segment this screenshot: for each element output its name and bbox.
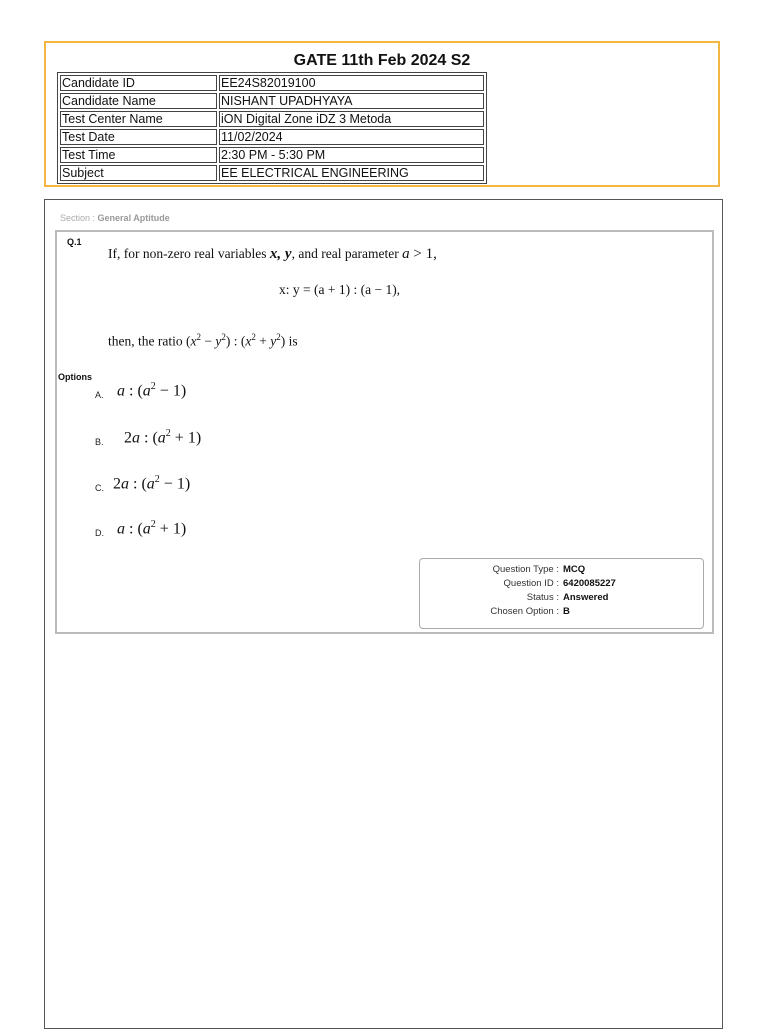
info-value: 11/02/2024 [219,129,484,145]
section-name: General Aptitude [97,213,170,223]
q-text-segment: > 1, [409,246,437,262]
options-label: Options [58,372,92,382]
option-sign: − [163,475,173,493]
info-label: Candidate ID [60,75,217,91]
info-label: Test Center Name [60,111,217,127]
table-row [60,129,484,145]
meta-value: Answered [563,592,609,603]
option-letter: C. [95,483,104,493]
option-coefficient: 2 [113,475,121,493]
section-prefix: Section : [60,213,96,223]
meta-key: Question Type : [492,564,559,575]
table-row [60,111,484,127]
q-text-segment: + [255,333,271,349]
info-label: Subject [60,165,217,181]
question-line-1 [108,246,437,263]
info-value: EE ELECTRICAL ENGINEERING [219,165,484,181]
info-value: NISHANT UPADHYAYA [219,93,484,109]
q-text-segment: ) is [280,333,298,349]
option-letter: B. [95,437,104,447]
option-expression: a : $(a^2 - 1)$ [117,381,187,400]
q-text-segment: If, for non-zero real variables [108,246,270,261]
meta-value: 6420085227 [563,578,616,589]
option-coefficient: 2 [124,429,132,447]
option-sign: + [174,429,184,447]
option-letter: A. [95,390,104,400]
candidate-info-table [57,72,487,184]
section-label [60,213,170,223]
question-number: Q.1 [67,237,82,247]
table-row [60,147,484,163]
option-sign: + [159,520,169,538]
q-variables: x, y [269,246,292,262]
q-text-segment: then, the ratio ( [108,333,191,349]
info-label: Candidate Name [60,93,217,109]
option-expression: a : $(a^2 + 1)$ [117,519,187,538]
question-meta-box [419,558,704,629]
info-value: iON Digital Zone iDZ 3 Metoda [219,111,484,127]
option-expression: 2a : $(a^2 + 1)$ [124,428,202,447]
table-row [60,93,484,109]
question-box [55,230,714,634]
question-panel [44,199,723,1029]
meta-row [420,605,703,619]
info-value: 2:30 PM - 5:30 PM [219,147,484,163]
candidate-info-card [44,41,720,187]
info-label: Test Date [60,129,217,145]
meta-key: Status : [526,592,559,603]
exam-title: GATE 11th Feb 2024 S2 [293,52,471,69]
question-line-2: x: y = (a + 1) : (a − 1), [279,282,401,297]
q-text-segment: ) : ( [225,333,246,349]
meta-row [420,563,703,577]
option-expression: 2a : $(a^2 - 1)$ [113,474,191,493]
meta-row [420,577,703,591]
table-row [60,75,484,91]
option-sign: − [159,382,169,400]
meta-value: B [563,606,570,617]
question-line-3: then, the ratio $(x^2 - y^2)$ : $(x^2 + y^2)$ is [108,332,298,349]
meta-key: Chosen Option : [490,606,559,617]
meta-row [420,591,703,605]
info-value: EE24S82019100 [219,75,484,91]
meta-value: MCQ [563,564,586,575]
q-parameter: a [402,246,410,262]
meta-key: Question ID : [503,578,559,589]
table-row [60,165,484,181]
q-text-segment: , and real parameter [291,246,403,261]
q-text-segment: − [200,333,216,349]
option-letter: D. [95,528,104,538]
info-label: Test Time [60,147,217,163]
